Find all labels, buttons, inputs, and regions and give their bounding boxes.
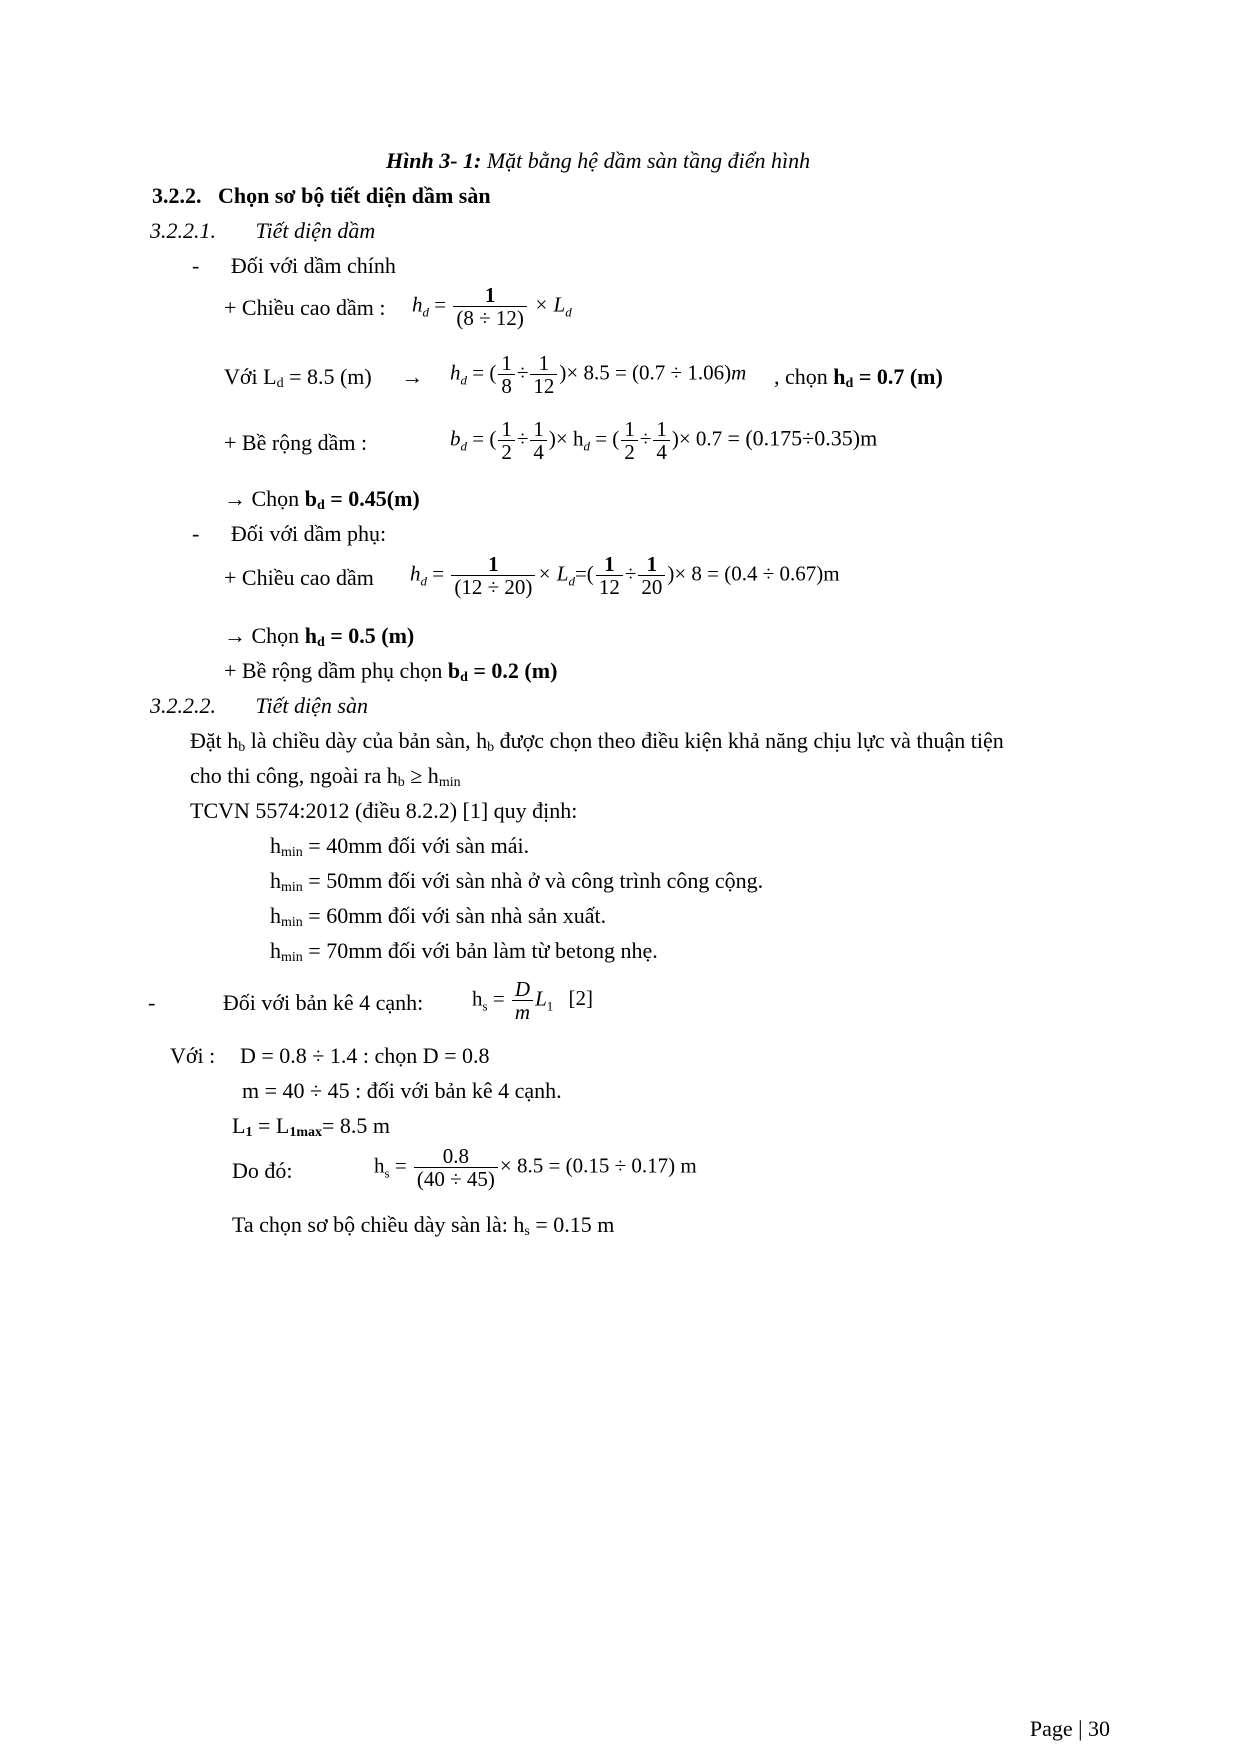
numerator: 1	[596, 553, 623, 576]
m-line: m = 40 ÷ 45 : đối với bản kê 4 cạnh.	[242, 1078, 562, 1103]
figure-caption	[386, 148, 810, 174]
main-beam-choose	[774, 364, 943, 397]
denominator: 20	[641, 575, 663, 599]
main-beam-with-line	[224, 364, 423, 397]
secondary-beam-height-label: + Chiều cao dầm	[224, 565, 374, 590]
sub: s	[384, 1165, 390, 1181]
text: )× 8.5 = (0.7 ÷ 1.06)	[559, 360, 732, 385]
text: h	[270, 938, 281, 963]
result: = (0.15 ÷ 0.17) m	[548, 1153, 697, 1178]
therefore-label: Do đó:	[232, 1158, 293, 1183]
sub: d	[845, 376, 854, 391]
var: L	[535, 986, 547, 1011]
text: → Chọn	[224, 486, 300, 511]
numerator: 1	[451, 553, 535, 576]
denominator: 8	[501, 374, 512, 398]
fraction	[530, 352, 557, 397]
slab-standard: TCVN 5574:2012 (điều 8.2.2) [1] quy định:	[190, 798, 578, 823]
figure-title: Mặt bằng hệ dầm sàn tầng điển hình	[486, 148, 811, 173]
main-beam-width-choose	[224, 486, 420, 519]
text: , chọn	[774, 364, 828, 389]
sub: b	[238, 740, 246, 755]
fraction	[596, 553, 623, 598]
secondary-beam-heading	[192, 521, 386, 547]
text: = 0.45(m)	[330, 486, 420, 511]
sub: 1	[245, 1125, 253, 1140]
ref: [2]	[568, 986, 594, 1011]
numerator: 1	[498, 352, 515, 375]
denominator: (40 ÷ 45)	[416, 1167, 495, 1191]
sub: s	[482, 998, 488, 1014]
text: = 0.5 (m)	[330, 623, 415, 648]
div: ÷	[516, 360, 529, 385]
sub: d	[568, 573, 575, 589]
var: b	[450, 426, 461, 451]
rule-residential	[270, 868, 763, 901]
text: Đối với bản kê 4 cạnh:	[222, 990, 424, 1015]
d-line: D = 0.8 ÷ 1.4 : chọn D = 0.8	[240, 1043, 490, 1068]
slab-paragraph-line2	[190, 763, 461, 796]
fraction	[530, 418, 547, 463]
text: = 8.5 m	[321, 1113, 391, 1138]
fraction	[653, 418, 670, 463]
sub: b	[487, 740, 495, 755]
times: × 8.5	[499, 1153, 544, 1178]
secondary-beam-width	[224, 658, 557, 691]
text: + Bề rộng dầm phụ chọn	[224, 658, 443, 683]
bullet: -	[148, 990, 156, 1015]
sub: 1	[546, 998, 554, 1014]
text: Đặt h	[190, 728, 239, 753]
sub: d	[276, 376, 284, 391]
numerator: 0.8	[414, 1145, 498, 1168]
numerator: D	[512, 978, 533, 1001]
numerator: 1	[498, 418, 515, 441]
numerator: 1	[638, 553, 665, 576]
denominator: (12 ÷ 20)	[454, 575, 533, 599]
sub: d	[460, 670, 468, 685]
numerator: 1	[653, 418, 670, 441]
main-beam-height-label: + Chiều cao dầm :	[224, 295, 386, 320]
rule-light-concrete	[270, 938, 658, 971]
text: là chiều dày của bản sàn, h	[250, 728, 488, 753]
unit: m	[731, 360, 747, 385]
sub: 1max	[289, 1125, 322, 1140]
subsection-number: 3.2.2.2.	[150, 693, 216, 718]
fraction	[621, 418, 638, 463]
denominator: 12	[598, 575, 620, 599]
arrow: →	[401, 364, 424, 389]
times: × L	[537, 561, 569, 586]
sub: d	[422, 304, 429, 320]
with-label: Với :	[170, 1043, 216, 1068]
eq: = (	[595, 426, 620, 451]
text: b	[447, 658, 461, 683]
main-beam-calc	[450, 352, 746, 397]
sub: min	[281, 845, 303, 860]
text: h	[472, 986, 483, 1011]
sub: min	[281, 915, 303, 930]
text: = 8.5 (m)	[289, 364, 372, 389]
denominator: 2	[501, 440, 512, 464]
main-beam-width-label: + Bề rộng dầm :	[224, 430, 368, 455]
text: Ta chọn sơ bộ chiều dày sàn là: h	[232, 1212, 525, 1237]
sub: d	[316, 635, 325, 650]
section-title: Chọn sơ bộ tiết diện dầm sàn	[218, 183, 491, 208]
main-beam-height-formula	[412, 284, 572, 329]
eq: =	[434, 292, 447, 317]
text: = 70mm đối với bản làm từ betong nhẹ.	[308, 938, 658, 963]
sub: d	[316, 498, 325, 513]
slab-paragraph-line1	[190, 728, 1004, 761]
div: ÷	[516, 426, 529, 451]
sub: d	[420, 573, 427, 589]
text: được chọn theo điều kiện khả năng chịu lực và thuận tiện	[499, 728, 1004, 753]
text: = 60mm đối với sàn nhà sản xuất.	[308, 903, 607, 928]
div: ÷	[624, 561, 637, 586]
sub: s	[524, 1224, 530, 1239]
subsection-number: 3.2.2.1.	[150, 218, 216, 243]
text: = 50mm đối với sàn nhà ở và công trình công cộng.	[308, 868, 764, 893]
secondary-beam-formula	[410, 553, 840, 598]
sub: min	[281, 880, 303, 895]
heading-text: Đối với dầm phụ:	[230, 521, 387, 546]
subsection-title: Tiết diện sàn	[255, 693, 368, 718]
subsection-heading-beam	[150, 218, 375, 244]
eq: =	[432, 561, 445, 586]
numerator: 1	[530, 418, 547, 441]
text: = 0.15 m	[535, 1212, 615, 1237]
fraction	[453, 284, 527, 329]
sub: b	[397, 775, 405, 790]
text: )× h	[548, 426, 584, 451]
eq: =	[394, 1153, 407, 1178]
sub: min	[281, 950, 303, 965]
var: h	[412, 292, 423, 317]
times: × L	[534, 292, 566, 317]
text: )× 8 = (0.4 ÷ 0.67)m	[667, 561, 840, 586]
fraction	[451, 553, 535, 598]
four-side-formula	[472, 978, 593, 1023]
numerator: 1	[453, 284, 527, 307]
text: cho thi công, ngoài ra h	[190, 763, 398, 788]
numerator: 1	[530, 352, 557, 375]
result: = (0.175÷0.35)m	[727, 425, 878, 451]
denominator: (8 ÷ 12)	[456, 306, 524, 330]
var: h	[450, 360, 461, 385]
subsection-title: Tiết diện dầm	[255, 218, 376, 243]
fraction	[414, 1145, 498, 1190]
rule-roof	[270, 833, 529, 866]
fraction	[512, 978, 533, 1023]
text: → Chọn	[224, 623, 300, 648]
fraction	[498, 418, 515, 463]
text: h	[270, 868, 281, 893]
sub: d	[565, 304, 572, 320]
text: )× 0.7	[671, 426, 723, 451]
subsection-heading-slab	[150, 693, 368, 719]
heading-text: Đối với dầm chính	[230, 253, 396, 278]
l-line	[232, 1113, 390, 1146]
text: = 0.7 (m)	[858, 364, 943, 389]
fraction	[498, 352, 515, 397]
bullet: -	[192, 521, 200, 546]
eq: = (	[472, 360, 497, 385]
main-beam-width-formula	[450, 418, 877, 463]
div: ÷	[639, 426, 652, 451]
eq: =(	[574, 561, 594, 586]
rule-industrial	[270, 903, 606, 936]
eq: =	[492, 986, 505, 1011]
text: h	[374, 1153, 385, 1178]
fraction	[638, 553, 665, 598]
four-side-line	[148, 990, 423, 1016]
sub: d	[460, 372, 467, 388]
text: h	[270, 833, 281, 858]
section-number: 3.2.2.	[152, 183, 202, 208]
text: L	[232, 1113, 246, 1138]
section-heading	[152, 183, 491, 209]
eq: = (	[472, 426, 497, 451]
text: = 40mm đối với sàn mái.	[308, 833, 530, 858]
text: = 0.2 (m)	[473, 658, 558, 683]
text: h	[270, 903, 281, 928]
figure-label: Hình 3- 1:	[386, 148, 482, 173]
therefore-formula	[374, 1145, 697, 1190]
page-number: Page | 30	[1029, 1716, 1110, 1741]
sub: d	[583, 438, 590, 454]
denominator: 2	[624, 440, 635, 464]
var: h	[410, 561, 421, 586]
denominator: 12	[533, 374, 555, 398]
text: = L	[257, 1113, 290, 1138]
conclusion	[232, 1212, 614, 1245]
sub: min	[438, 775, 461, 790]
text: h	[833, 364, 846, 389]
text: Với L	[224, 364, 277, 389]
denominator: 4	[533, 440, 544, 464]
sub: d	[460, 438, 467, 454]
denominator: m	[514, 1000, 531, 1024]
text: h	[304, 623, 317, 648]
secondary-beam-choose	[224, 623, 414, 656]
text: ≥ h	[410, 763, 439, 788]
bullet: -	[192, 253, 200, 278]
main-beam-heading	[192, 253, 396, 279]
numerator: 1	[621, 418, 638, 441]
text: b	[304, 486, 317, 511]
denominator: 4	[656, 440, 667, 464]
